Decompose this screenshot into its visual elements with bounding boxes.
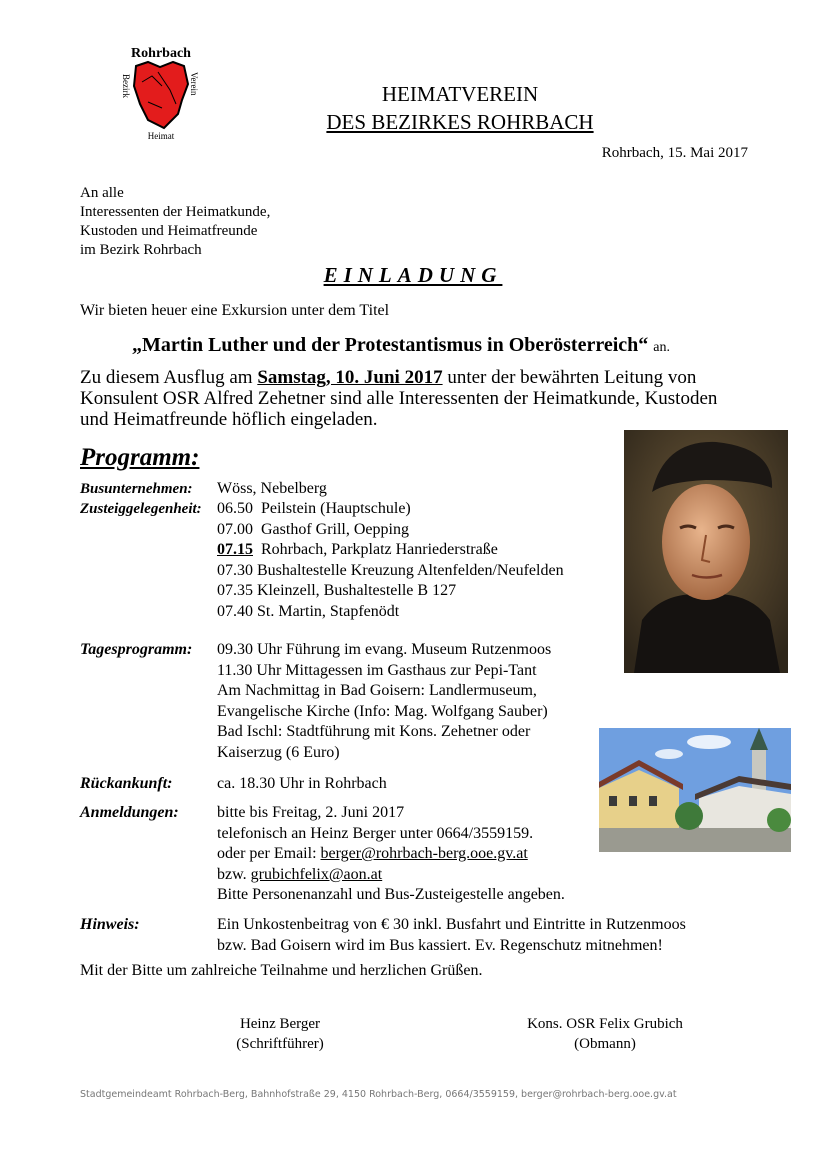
closing-line: Mit der Bitte um zahlreiche Teilnahme und herzlichen Grüßen.	[80, 962, 483, 979]
anmeldung-email2-line	[217, 865, 565, 886]
footer-address: Stadtgemeindeamt Rohrbach-Berg, Bahnhofstraße 29, 4150 Rohrbach-Berg, 0664/3559159, berger@rohrbach-berg.ooe.gv.at	[80, 1089, 677, 1100]
stop-item	[217, 602, 564, 623]
stop-item	[217, 581, 564, 602]
hinweis-block	[217, 915, 686, 956]
signature-role: (Schriftführer)	[236, 1036, 324, 1052]
zusteig-label: Zusteiggelegenheit:	[80, 501, 202, 517]
excursion-date: Samstag, 10. Juni 2017	[257, 367, 443, 388]
signature-role: (Obmann)	[574, 1036, 636, 1052]
anmeldungen-label: Anmeldungen:	[80, 804, 179, 821]
rueckkunft-value: ca. 18.30 Uhr in Rohrbach	[217, 775, 387, 792]
stop-time: 07.35	[217, 582, 253, 600]
program-line: 11.30 Uhr Mittagessen im Gasthaus zur Pepi-Tant	[217, 661, 537, 679]
invitation-paragraph	[80, 367, 740, 430]
signature-name: Kons. OSR Felix Grubich	[527, 1016, 683, 1032]
paragraph-post: unter der bewährten Leitung von Konsulent OSR Alfred Zehetner sind alle Interessenten der Heimatkunde, Kustoden und Heimatfreunde höflich eingeladen.	[80, 367, 718, 430]
letter-date: Rohrbach, 15. Mai 2017	[601, 145, 748, 161]
busunternehmen-label: Busunternehmen:	[80, 481, 193, 497]
paragraph-pre: Zu diesem Ausflug am	[80, 367, 258, 388]
anmeldung-deadline: bitte bis Freitag, 2. Juni 2017	[217, 804, 405, 821]
recipient-block	[80, 184, 270, 260]
stop-place: Rohrbach, Parkplatz Hanriederstraße	[253, 541, 498, 559]
hinweis-line: bzw. Bad Goisern wird im Bus kassiert. Ev. Regenschutz mitnehmen!	[217, 936, 663, 954]
stop-place: Peilstein (Hauptschule)	[253, 500, 411, 517]
logo-bottom-text: Heimat	[147, 131, 175, 141]
program-line: Bad Ischl: Stadtführung mit Kons. Zehetner oder	[217, 723, 531, 741]
excursion-title-text: „Martin Luther und der Protestantismus in Oberösterreich“	[132, 334, 649, 356]
email-link-berger[interactable]: berger@rohrbach-berg.ooe.gv.at	[320, 845, 528, 863]
association-logo	[118, 42, 204, 142]
recipient-line: Interessenten der Heimatkunde,	[80, 204, 271, 220]
email2-prefix: bzw.	[217, 865, 251, 883]
logo-right-text: Verein	[189, 72, 199, 96]
zusteig-list	[217, 499, 564, 623]
stop-item	[217, 561, 564, 582]
stop-item	[217, 540, 564, 561]
anmeldungen-block	[217, 803, 565, 906]
hinweis-line: Ein Unkostenbeitrag von € 30 inkl. Busfahrt und Eintritte in Rutzenmoos	[217, 916, 686, 933]
recipient-line: Kustoden und Heimatfreunde	[80, 223, 258, 239]
stop-item	[217, 520, 564, 541]
rueckkunft-label: Rückankunft:	[80, 775, 173, 792]
recipient-line: im Bezirk Rohrbach	[80, 242, 202, 258]
busunternehmen-value: Wöss, Nebelberg	[217, 480, 327, 497]
town-photo	[599, 728, 791, 852]
stop-time: 07.40	[217, 602, 253, 620]
tagesprogramm-label: Tagesprogramm:	[80, 641, 193, 658]
anmeldung-note: Bitte Personenanzahl und Bus-Zusteigestelle angeben.	[217, 886, 565, 904]
logo-left-text: Bezirk	[121, 74, 131, 98]
anmeldung-phone: telefonisch an Heinz Berger unter 0664/3559159.	[217, 824, 534, 842]
program-line: Evangelische Kirche (Info: Mag. Wolfgang Sauber)	[217, 702, 548, 720]
programm-heading: Programm:	[80, 444, 200, 471]
intro-text: Wir bieten heuer eine Exkursion unter dem Titel	[80, 302, 390, 319]
email-link-grubich[interactable]: grubichfelix@aon.at	[250, 865, 383, 883]
logo-top-text: Rohrbach	[131, 46, 191, 61]
program-line: 09.30 Uhr Führung im evang. Museum Rutzenmoos	[217, 641, 552, 658]
signature-name: Heinz Berger	[239, 1016, 321, 1032]
tagesprogramm-list	[217, 640, 551, 764]
stop-place: St. Martin, Stapfenödt	[253, 602, 400, 620]
anmeldung-email-line	[217, 844, 565, 865]
stop-time: 07.00	[217, 520, 253, 538]
excursion-title	[132, 334, 670, 357]
signature-berger	[180, 1014, 380, 1054]
stop-time: 06.50	[217, 500, 253, 517]
martin-luther-portrait	[624, 430, 788, 673]
excursion-title-suffix: an.	[653, 340, 670, 355]
signature-grubich	[490, 1014, 720, 1054]
stop-item	[217, 499, 564, 520]
stop-place: Gasthof Grill, Oepping	[253, 520, 409, 538]
program-line: Am Nachmittag in Bad Goisern: Landlermuseum,	[217, 682, 537, 700]
stop-place: Bushaltestelle Kreuzung Altenfelden/Neufelden	[253, 561, 564, 579]
stop-place: Kleinzell, Bushaltestelle B 127	[253, 582, 457, 600]
stop-time: 07.30	[217, 561, 253, 579]
recipient-line: An alle	[80, 185, 124, 201]
header-line1: HEIMATVEREIN	[381, 82, 539, 106]
district-map-shape	[134, 62, 188, 128]
hinweis-label: Hinweis:	[80, 916, 140, 933]
email-prefix: oder per Email:	[217, 845, 321, 863]
header-line2: DES BEZIRKES ROHRBACH	[326, 110, 594, 134]
stop-time: 07.15	[217, 541, 253, 559]
invitation-heading: EINLADUNG	[323, 263, 503, 287]
program-line: Kaiserzug (6 Euro)	[217, 743, 340, 761]
